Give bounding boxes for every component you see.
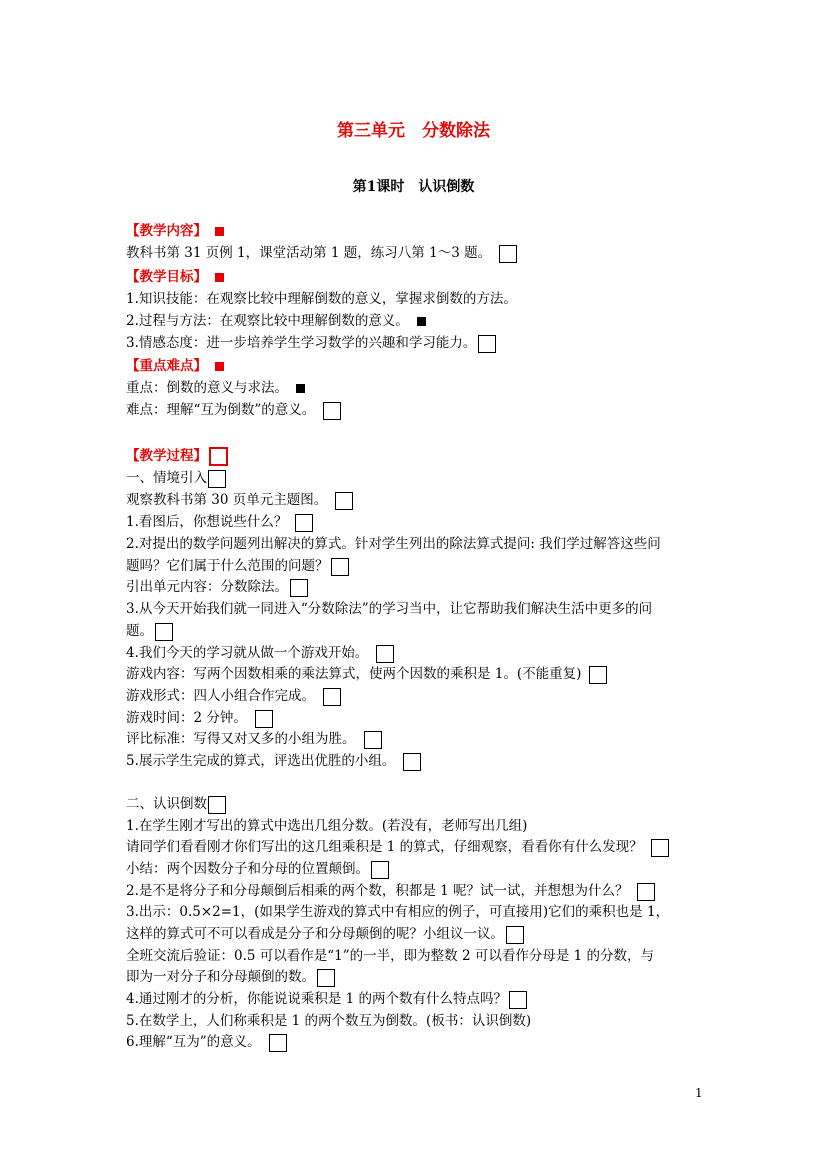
empty-checkbox: [637, 883, 655, 901]
p8-line: [126, 664, 607, 684]
p5-text: 引出单元内容：分数除法。: [126, 579, 288, 595]
key-point: 重点：倒数的意义与求法。: [126, 380, 288, 396]
p12-text: 5.展示学生完成的算式，评选出优胜的小组。: [126, 753, 396, 769]
empty-checkbox: [155, 623, 173, 641]
section-1-heading: 一、情境引入: [126, 470, 207, 486]
content-heading-line: [126, 221, 224, 241]
empty-checkbox: [589, 666, 607, 684]
p1-line: [126, 468, 226, 488]
empty-checkbox: [208, 470, 226, 488]
p4b-line: [126, 556, 349, 576]
empty-checkbox: [323, 688, 341, 706]
p6b-text: 题。: [126, 623, 153, 639]
process-heading-line: [126, 446, 228, 466]
p6a-line: 3.从今天开始我们就一同进入“分数除法”的学习当中，让它帮助我们解决生活中更多的问: [126, 601, 653, 617]
p4a-line: 2.对提出的数学问题列出解决的算式。针对学生列出的除法算式提问: 我们学过解答这些问: [126, 536, 661, 552]
empty-checkbox: [403, 753, 421, 771]
p2-line: [126, 490, 353, 510]
q7b-text: 即为一对分子和分母颠倒的数。: [126, 969, 315, 985]
empty-checkbox: [499, 245, 517, 263]
p2-text: 观察教科书第 30 页单元主题图。: [126, 492, 328, 508]
red-square-marker: [215, 227, 224, 236]
empty-checkbox: [509, 991, 527, 1009]
q7b-line: [126, 967, 335, 987]
process-heading: 【教学过程】: [126, 448, 207, 464]
empty-checkbox: [364, 731, 382, 749]
p3-text: 1.看图后，你想说些什么？: [126, 514, 288, 530]
empty-checkbox: [376, 645, 394, 663]
p7-line: [126, 643, 394, 663]
p7-text: 4.我们今天的学习就从做一个游戏开始。: [126, 645, 369, 661]
p9-line: [126, 686, 341, 706]
q9-line: 5.在数学上，人们称乘积是 1 的两个数互为倒数。(板书：认识倒数): [126, 1013, 532, 1029]
q3-text: 请同学们看看刚才你们写出的这几组乘积是 1 的算式，仔细观察，看看你有什么发现？: [126, 839, 643, 855]
empty-checkbox: [506, 926, 524, 944]
q3-line: [126, 837, 669, 857]
page-number: 1: [695, 1086, 703, 1100]
empty-checkbox: [269, 1034, 287, 1052]
empty-checkbox: [323, 402, 341, 420]
difficulty: 难点：理解“互为倒数”的意义。: [126, 402, 316, 418]
empty-checkbox: [317, 969, 335, 987]
p3-line: [126, 512, 313, 532]
empty-checkbox: [290, 579, 308, 597]
goal-3-line: [126, 333, 496, 353]
content-text: 教科书第 31 页例 1，课堂活动第 1 题，练习八第 1～3 题。: [126, 245, 492, 261]
q10-text: 6.理解“互为”的意义。: [126, 1034, 261, 1050]
goals-heading-line: [126, 267, 224, 287]
q5-text: 2.是不是将分子和分母颠倒后相乘的两个数，积都是 1 呢？试一试，并想想为什么？: [126, 883, 629, 899]
q10-line: [126, 1032, 287, 1052]
q1-line: [126, 794, 226, 814]
content-text-line: [126, 243, 517, 263]
key-point-line: [126, 378, 305, 398]
lesson-subtitle: 第1课时 认识倒数: [352, 179, 475, 195]
p10-text: 游戏时间：2 分钟。: [126, 710, 247, 726]
p8-text: 游戏内容：写两个因数相乘的乘法算式，使两个因数的乘积是 1。(不能重复): [126, 666, 582, 682]
p12-line: [126, 751, 421, 771]
empty-checkbox: [651, 839, 669, 857]
q7a-line: 全班交流后验证：0.5 可以看作是“1”的一半，即为整数 2 可以看作分母是 1 的分数，与: [126, 948, 654, 964]
empty-checkbox: [255, 710, 273, 728]
empty-checkbox: [335, 492, 353, 510]
goal-2: 2.过程与方法：在观察比较中理解倒数的意义。: [126, 313, 409, 329]
empty-checkbox: [478, 335, 496, 353]
p6b-line: [126, 621, 173, 641]
red-square-marker: [215, 362, 224, 371]
p11-line: [126, 729, 382, 749]
unit-title: 第三单元 分数除法: [337, 121, 490, 141]
black-square-marker: [417, 317, 426, 326]
p10-line: [126, 708, 273, 728]
q5-line: [126, 881, 655, 901]
empty-checkbox: [208, 796, 226, 814]
key-heading: 【重点难点】: [126, 358, 207, 374]
goal-1: 1.知识技能：在观察比较中理解倒数的意义，掌握求倒数的方法。: [126, 291, 517, 307]
p11-text: 评比标准：写得又对又多的小组为胜。: [126, 731, 356, 747]
section-2-heading: 二、认识倒数: [126, 796, 207, 812]
q2-line: 1.在学生刚才写出的算式中选出几组分数。(若没有，老师写出几组): [126, 818, 528, 834]
q4-line: [126, 859, 389, 879]
key-heading-line: [126, 356, 224, 376]
black-square-marker: [296, 384, 305, 393]
difficulty-line: [126, 400, 341, 420]
empty-checkbox: [331, 558, 349, 576]
q4-text: 小结：两个因数分子和分母的位置颠倒。: [126, 861, 369, 877]
goals-heading: 【教学目标】: [126, 269, 207, 285]
empty-checkbox: [295, 514, 313, 532]
q6b-line: [126, 924, 524, 944]
q6a-line: 3.出示：0.5×2=1，(如果学生游戏的算式中有相应的例子，可直接用)它们的乘积也是 1，: [126, 904, 670, 920]
p4b-text: 题吗？它们属于什么范围的问题？: [126, 558, 329, 574]
q8-line: [126, 989, 527, 1009]
q8-text: 4.通过刚才的分析，你能说说乘积是 1 的两个数有什么特点吗？: [126, 991, 508, 1007]
red-square-marker: [215, 273, 224, 282]
q6b-text: 这样的算式可不可以看成是分子和分母颠倒的呢？小组议一议。: [126, 926, 504, 942]
content-heading: 【教学内容】: [126, 223, 207, 239]
p9-text: 游戏形式：四人小组合作完成。: [126, 688, 315, 704]
goal-2-line: [126, 311, 426, 331]
empty-checkbox: [371, 861, 389, 879]
red-checkbox: [209, 447, 228, 466]
p5-line: [126, 577, 308, 597]
goal-3: 3.情感态度：进一步培养学生学习数学的兴趣和学习能力。: [126, 335, 477, 351]
